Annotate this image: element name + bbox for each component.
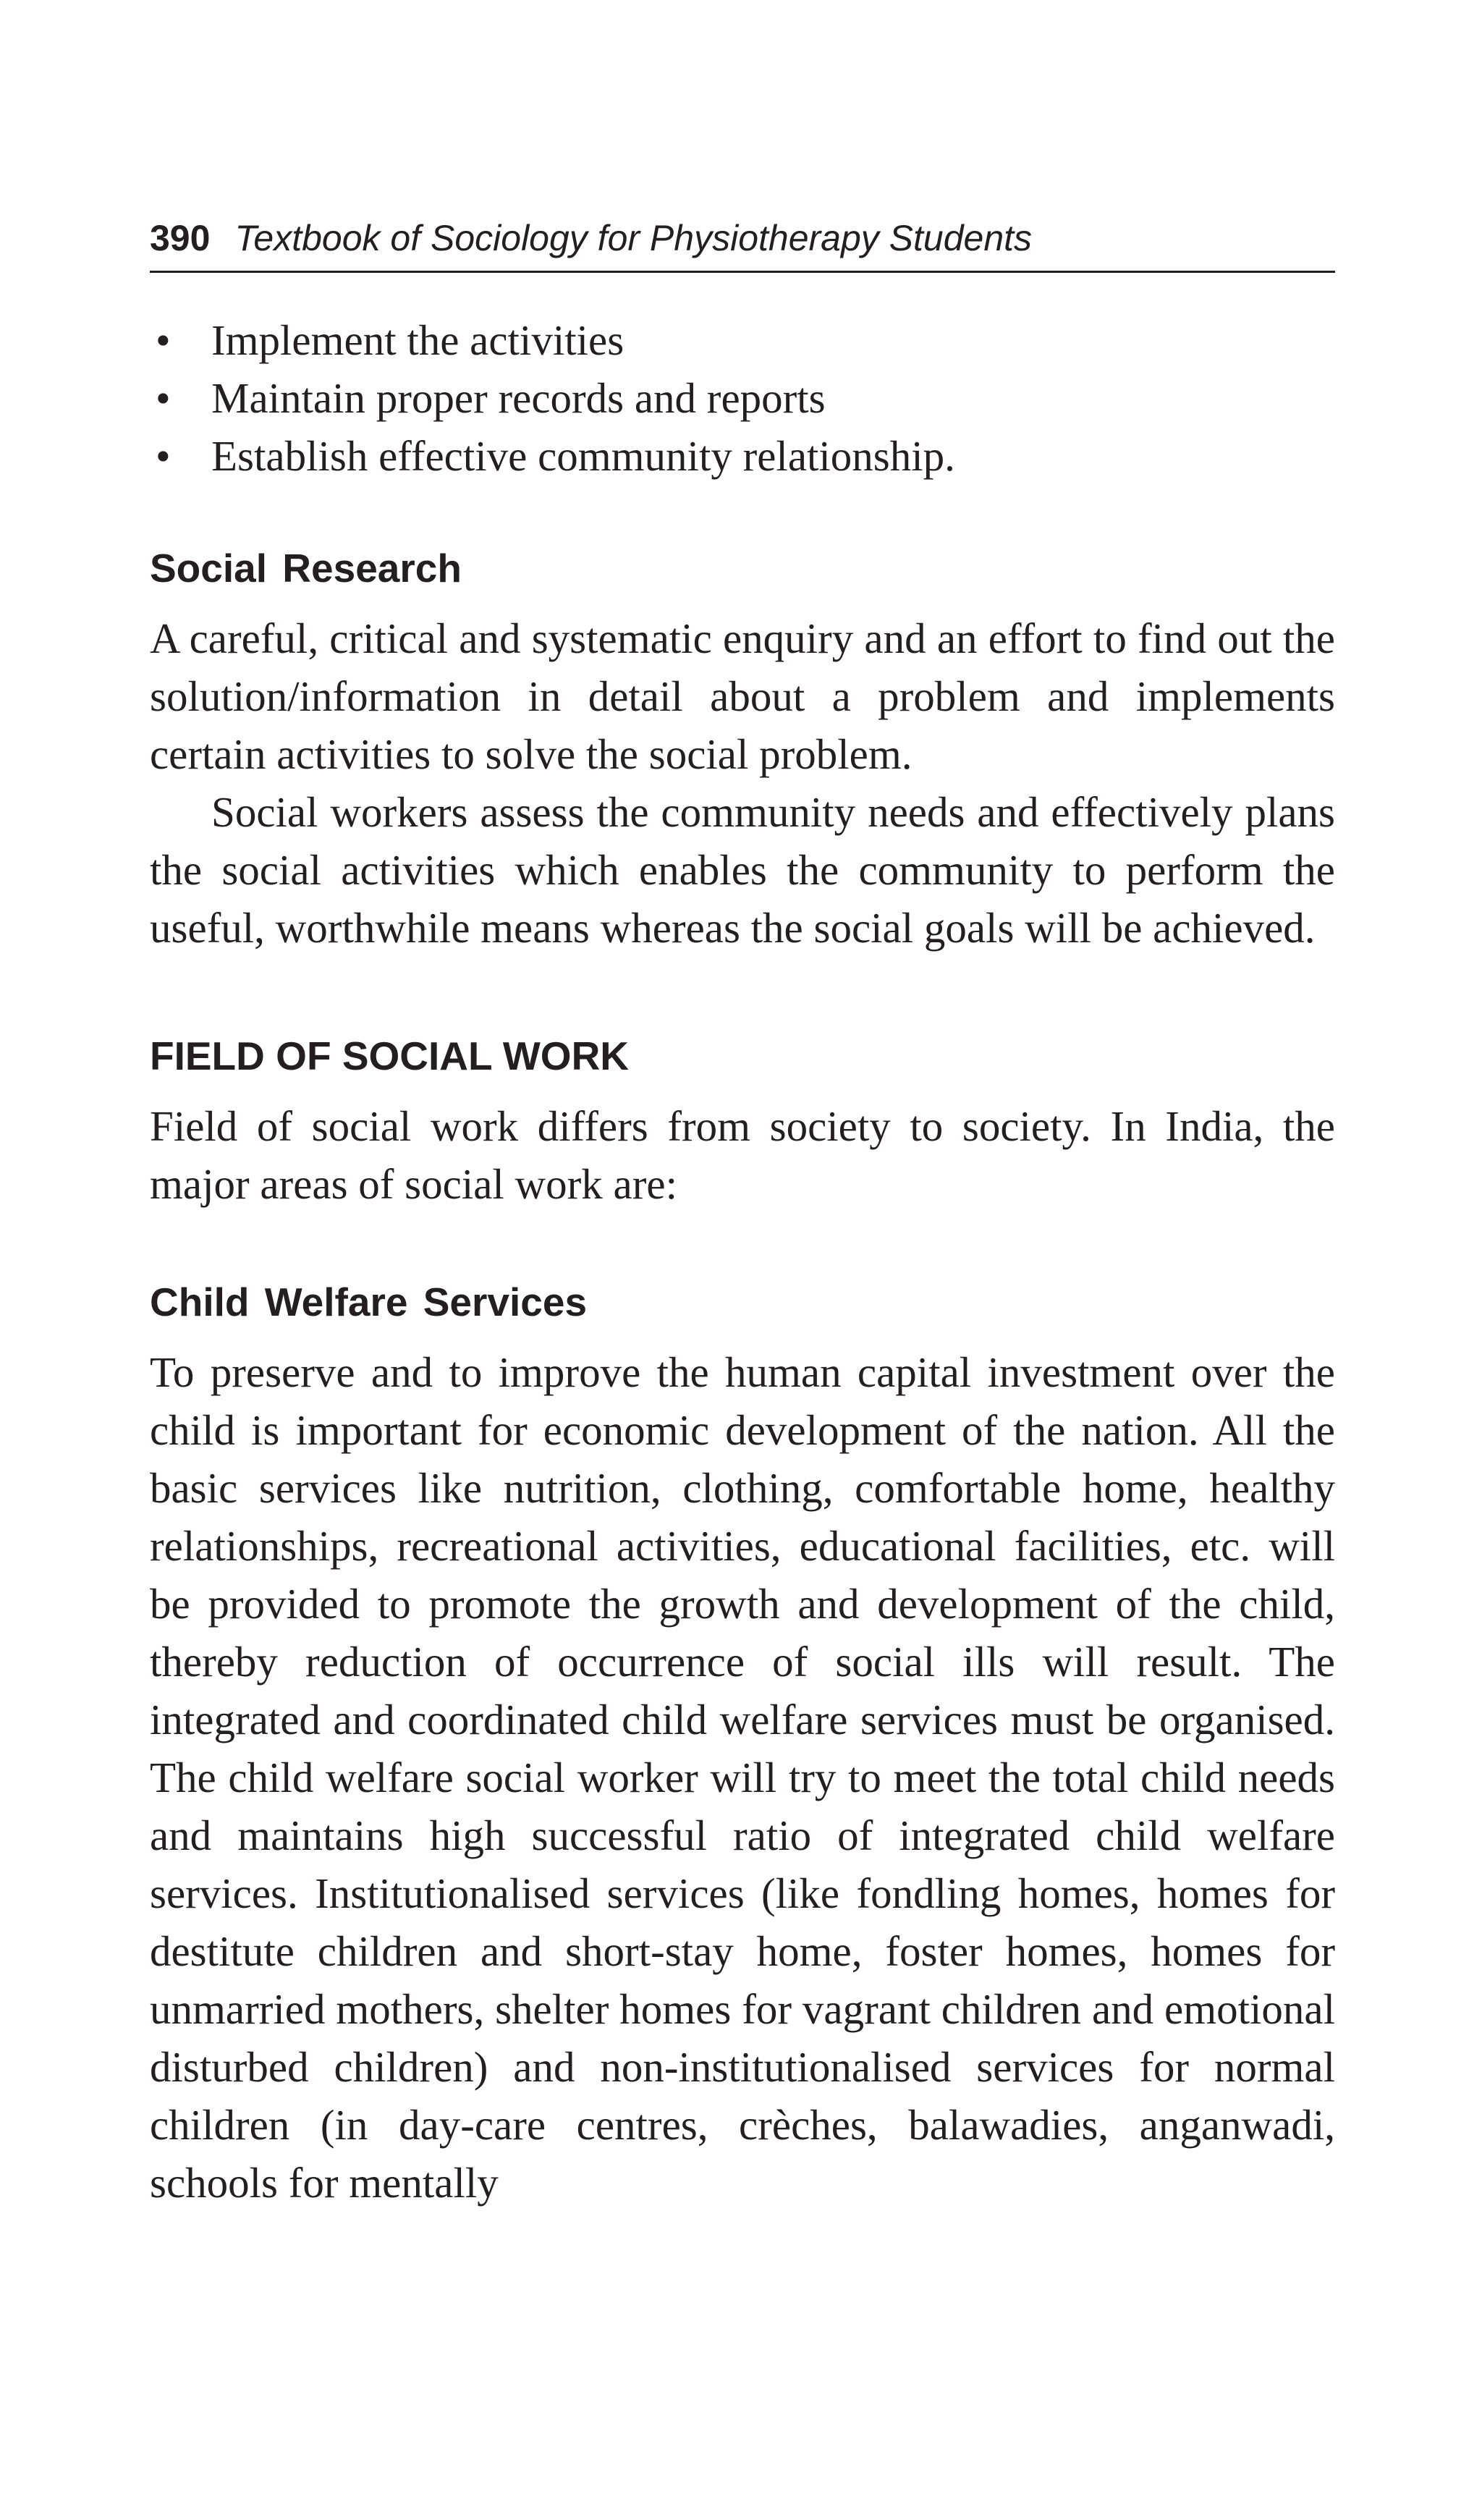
page-number: 390: [150, 218, 211, 258]
paragraph: A careful, critical and systematic enquiry and an effort to find out the solution/information in detail about a problem and implements certain activities to solve the social problem.: [150, 614, 1335, 778]
list-item-text: Maintain proper records and reports: [211, 374, 826, 422]
list-item: [150, 311, 1335, 369]
paragraph: To preserve and to improve the human capital investment over the child is important for economic development of the nation. All the basic services like nutrition, clothing, comfortable home, healthy relationships, recreational activities, educational facilities, etc. will be provided to promote the growth and development of the child, thereby reduction of occurrence of social ills will result. The integrated and coordinated child welfare services must be organised. The child welfare social worker will try to meet the total child needs and maintains high successful ratio of integrated child welfare services. Institutionalised services (like fondling homes, homes for destitute children and short-stay home, foster homes, homes for unmarried mothers, shelter homes for vagrant children and emotional disturbed children) and non-institutionalised services for normal children (in day-care centres, crèches, balawadies, anganwadi, schools for mentally: [150, 1348, 1335, 2207]
list-item-text: Establish effective community relationship.: [211, 432, 955, 480]
list-item: [150, 427, 1335, 485]
list-item: [150, 369, 1335, 427]
book-title: Textbook of Sociology for Physiotherapy Students: [234, 218, 1033, 258]
list-item-text: Implement the activities: [211, 316, 624, 364]
section-heading-social-research: Social Research: [150, 546, 462, 591]
paragraph: Social workers assess the community needs and effectively plans the social activities which enables the community to perform the useful, worthwhile means whereas the social goals will be achieved.: [150, 788, 1335, 952]
page-content: [150, 311, 1335, 2212]
running-head: [150, 214, 1335, 273]
section-heading-field-of-social-work: FIELD OF SOCIAL WORK: [150, 1033, 630, 1078]
bullet-icon: •: [156, 432, 171, 480]
bullet-list: [150, 311, 1335, 485]
section-heading-child-welfare-services: Child Welfare Services: [150, 1280, 588, 1324]
bullet-icon: •: [156, 374, 171, 422]
paragraph: Field of social work differs from society to society. In India, the major areas of social work are:: [150, 1102, 1335, 1208]
bullet-icon: •: [156, 316, 171, 364]
